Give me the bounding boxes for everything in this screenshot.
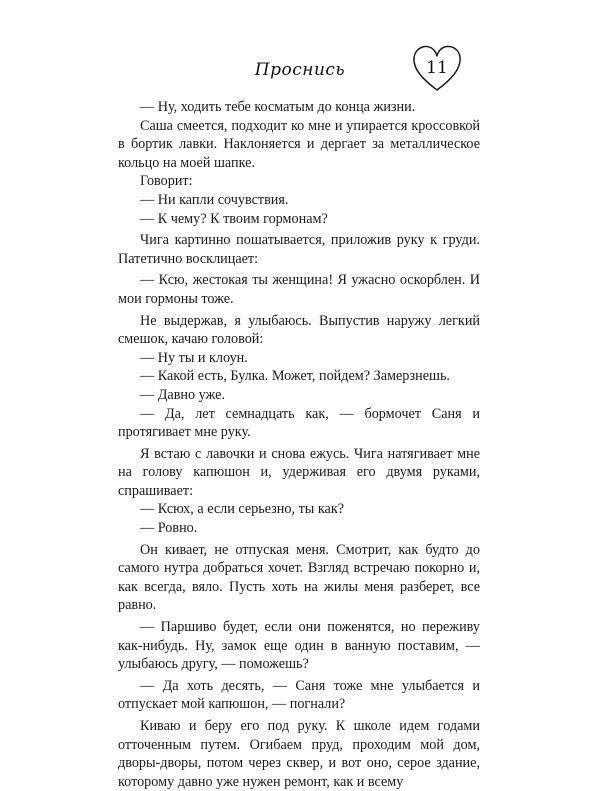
body-text <box>118 98 480 791</box>
paragraph: Не выдержав, я улыбаюсь. Выпустив наружу легкий смешок, качаю головой: <box>118 312 480 348</box>
paragraph: — Паршиво будет, если они поженятся, но переживу как-нибудь. Ну, замок еще один в ванную поставим, — улыбаюсь другу, — поможешь? <box>118 619 480 673</box>
paragraph: — К чему? К твоим гормонам? <box>140 210 328 227</box>
paragraph: — Ксю, жестокая ты женщина! Я ужасно оскорблен. И мои гормоны тоже. <box>118 272 480 307</box>
paragraph: — Да, лет семнадцать как, — бормочет Саня и протягивает мне руку. <box>118 405 480 441</box>
page-number: 11 <box>426 58 448 78</box>
paragraph: Я встаю с лавочки и снова ежусь. Чига натягивает мне на голову капюшон и, удерживая его двумя руками, спрашивает: <box>118 445 480 499</box>
paragraph: — Ксюх, а если серьезно, ты как? <box>140 501 345 518</box>
paragraph: — Ну, ходить тебе косматым до конца жизни. <box>140 99 416 115</box>
paragraph: Говорит: <box>140 173 193 190</box>
paragraph: Чига картинно пошатывается, приложив руку к груди. Патетично восклицает: <box>118 232 480 267</box>
paragraph: Он кивает, не отпуская меня. Смотрит, как будто до самого нутра добраться хочет. Взгляд встречаю покорно и, как всегда, вяло. Пусть хоть на жилы меня разберет, все равно. <box>118 541 480 614</box>
paragraph: Киваю и беру его под руку. К школе идем годами отточенным путем. Огибаем пруд, проходим мой дом, дворы-дворы, потом через сквер, и вот оно, серое здание, которому давно уже нужен ремонт, как и всему <box>118 718 480 790</box>
paragraph: — Ни капли сочувствия. <box>140 191 289 208</box>
page-number-badge <box>410 42 464 94</box>
paragraph: — Какой есть, Булка. Может, пойдем? Замерзнешь. <box>140 368 450 385</box>
paragraph: — Ровно. <box>140 520 198 537</box>
paragraph: Саша смеется, подходит ко мне и упирается кроссовкой в бортик лавки. Наклоняется и дергает за металлическое кольцо на моей шапке. <box>118 117 480 171</box>
paragraph: — Ну ты и клоун. <box>140 349 248 366</box>
paragraph: — Давно уже. <box>140 386 226 403</box>
running-head-title: Проснись <box>254 60 346 80</box>
paragraph: — Да хоть десять, — Саня тоже мне улыбается и отпускает мой капюшон, — погнали? <box>118 677 480 713</box>
